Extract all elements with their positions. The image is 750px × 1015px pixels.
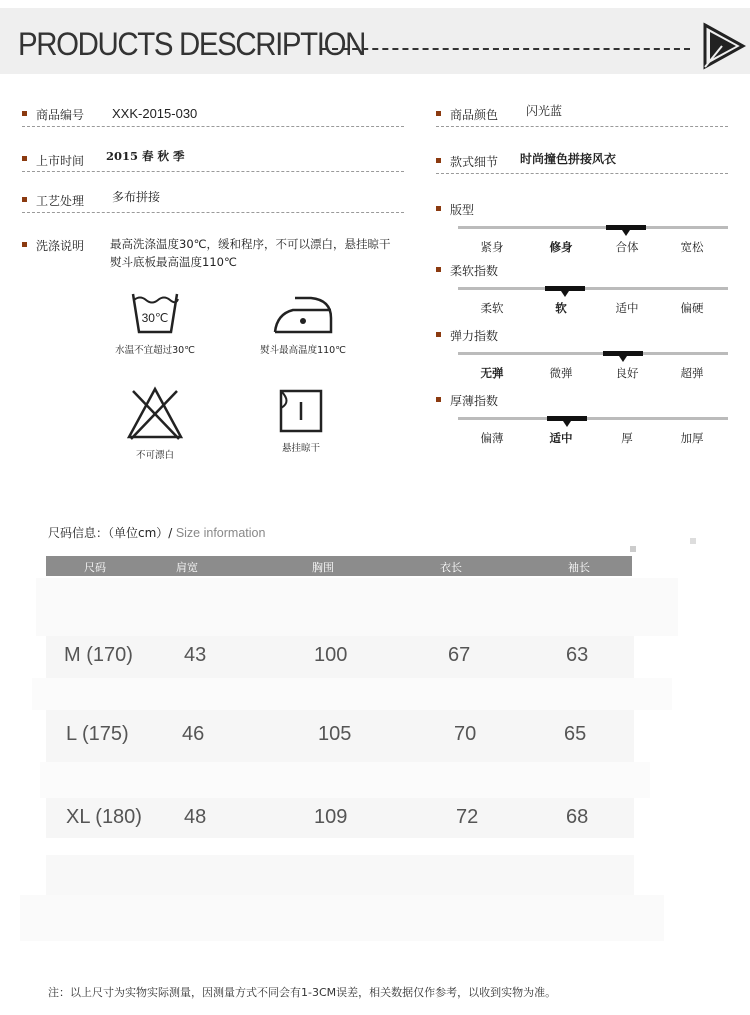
- column-header: 袖长: [568, 561, 590, 574]
- hang-dry-icon: [278, 388, 324, 434]
- table-band: [32, 678, 672, 710]
- cell-size: M (170): [64, 644, 133, 666]
- bullet-icon: [436, 397, 441, 402]
- cell-length: 70: [454, 723, 477, 745]
- divider: [22, 126, 404, 127]
- scale-option: 宽松: [680, 240, 704, 254]
- arrow-right-icon: [702, 22, 746, 70]
- field-label: 洗涤说明: [36, 239, 85, 253]
- size-table-header: [46, 556, 632, 576]
- field-value: 2015 春 秋 季: [106, 149, 185, 163]
- cell-chest: 109: [314, 806, 348, 828]
- field-style-detail: [436, 153, 728, 177]
- bullet-icon: [22, 242, 27, 247]
- table-row: [0, 723, 750, 751]
- scale-2: [436, 262, 736, 322]
- column-header: 胸围: [312, 561, 334, 574]
- field-process: [22, 192, 404, 216]
- care-iron: [248, 292, 358, 356]
- divider: [436, 173, 728, 174]
- corner-mark-icon: [690, 538, 696, 544]
- field-value: XXK-2015-030: [112, 106, 198, 121]
- corner-mark-icon: [630, 546, 636, 552]
- cell-sleeve: 65: [564, 723, 587, 745]
- scale-option: 适中: [615, 301, 639, 315]
- cell-chest: 100: [314, 644, 348, 666]
- bullet-icon: [22, 111, 27, 116]
- wash-text-line: 最高洗涤温度30℃，缓和程序，不可以漂白，悬挂晾干: [110, 237, 391, 251]
- scale-option: 修身: [549, 240, 573, 254]
- measurement-note: 注：以上尺寸为实物实际测量，因测量方式不同会有1-3CM误差，相关数据仅作参考，以收到实物为准。: [48, 986, 557, 999]
- bullet-icon: [436, 267, 441, 272]
- scale-option: 微弹: [549, 366, 573, 380]
- wash-temp-label: 30℃: [141, 311, 169, 325]
- care-label: 水温不宜超过30℃: [115, 345, 195, 356]
- scale-option: 适中: [549, 431, 573, 445]
- page-title: PRODUCTS DESCRIPTION: [18, 26, 365, 62]
- header-dashed-line: [322, 48, 690, 50]
- wash-text-line: 熨斗底板最高温度110℃: [110, 255, 237, 269]
- field-label: 款式细节: [450, 155, 499, 169]
- scale-option: 偏薄: [480, 431, 504, 445]
- table-band: [46, 855, 634, 895]
- divider: [22, 171, 404, 172]
- scale-line: [458, 352, 728, 355]
- scale-option: 良好: [615, 366, 639, 380]
- scale-title: 弹力指数: [450, 329, 499, 343]
- iron-icon: [271, 292, 335, 336]
- cell-chest: 105: [318, 723, 352, 745]
- field-label: 工艺处理: [36, 194, 85, 208]
- care-label: 不可漂白: [135, 450, 174, 461]
- field-label: 商品颜色: [450, 108, 499, 122]
- care-no-bleach: [100, 385, 210, 461]
- table-band: [40, 762, 650, 798]
- table-band: [36, 578, 678, 636]
- washing-instructions: [110, 235, 391, 271]
- scale-title: 版型: [450, 203, 475, 217]
- care-label: 悬挂晾干: [281, 443, 320, 454]
- field-value: 闪光蓝: [526, 104, 563, 118]
- scale-marker-tip: [563, 421, 571, 427]
- scale-option: 无弹: [480, 366, 504, 380]
- field-label: 商品编号: [36, 108, 85, 122]
- cell-length: 67: [448, 644, 471, 666]
- table-band: [20, 895, 664, 941]
- bullet-icon: [22, 156, 27, 161]
- scale-option: 厚: [621, 431, 633, 445]
- bullet-icon: [436, 332, 441, 337]
- cell-length: 72: [456, 806, 479, 828]
- cell-size: L (175): [66, 723, 129, 745]
- scale-option: 加厚: [680, 431, 704, 445]
- table-row: [0, 806, 750, 834]
- cell-size: XL (180): [66, 806, 142, 828]
- care-hang-dry: [246, 388, 356, 454]
- scale-title: 柔软指数: [450, 264, 499, 278]
- bullet-icon: [22, 197, 27, 202]
- scale-option: 超弹: [680, 366, 704, 380]
- bullet-icon: [436, 158, 441, 163]
- cell-shoulder: 48: [184, 806, 207, 828]
- scale-marker-tip: [619, 356, 627, 362]
- bullet-icon: [436, 111, 441, 116]
- scale-marker-tip: [561, 291, 569, 297]
- scale-3: [436, 327, 736, 387]
- divider: [22, 212, 404, 213]
- scale-line: [458, 226, 728, 229]
- field-release-time: [22, 151, 404, 175]
- column-header: 肩宽: [176, 561, 198, 574]
- cell-sleeve: 68: [566, 806, 589, 828]
- scale-option: 柔软: [480, 301, 504, 315]
- field-washing: [22, 237, 112, 257]
- wash-30-icon: [130, 290, 180, 336]
- scale-line: [458, 417, 728, 420]
- cell-shoulder: 43: [184, 644, 207, 666]
- column-header: 衣长: [440, 561, 462, 574]
- size-title-cn: 尺码信息：（单位cm）/: [48, 526, 173, 540]
- care-wash: [100, 290, 210, 356]
- scale-option: 合体: [615, 240, 639, 254]
- field-color: [436, 106, 728, 130]
- scale-option: 紧身: [480, 240, 504, 254]
- care-label: 熨斗最高温度110℃: [260, 345, 346, 356]
- divider: [436, 126, 728, 127]
- field-value: 时尚撞色拼接风衣: [520, 152, 617, 166]
- scale-option: 软: [555, 301, 567, 315]
- scale-1: [436, 201, 736, 261]
- column-header: 尺码: [84, 561, 106, 574]
- cell-shoulder: 46: [182, 723, 205, 745]
- scale-marker-tip: [622, 230, 630, 236]
- no-bleach-icon: [125, 385, 185, 441]
- field-label: 上市时间: [36, 154, 85, 168]
- size-info-title: [48, 524, 265, 541]
- scale-4: [436, 392, 736, 452]
- scale-title: 厚薄指数: [450, 394, 499, 408]
- size-title-en: Size information: [172, 526, 266, 540]
- field-value: 多布拼接: [112, 190, 161, 204]
- bullet-icon: [436, 206, 441, 211]
- table-row: [0, 644, 750, 672]
- scale-option: 偏硬: [680, 301, 704, 315]
- cell-sleeve: 63: [566, 644, 589, 666]
- scale-line: [458, 287, 728, 290]
- field-product-code: [22, 106, 404, 130]
- header-banner: [0, 8, 750, 74]
